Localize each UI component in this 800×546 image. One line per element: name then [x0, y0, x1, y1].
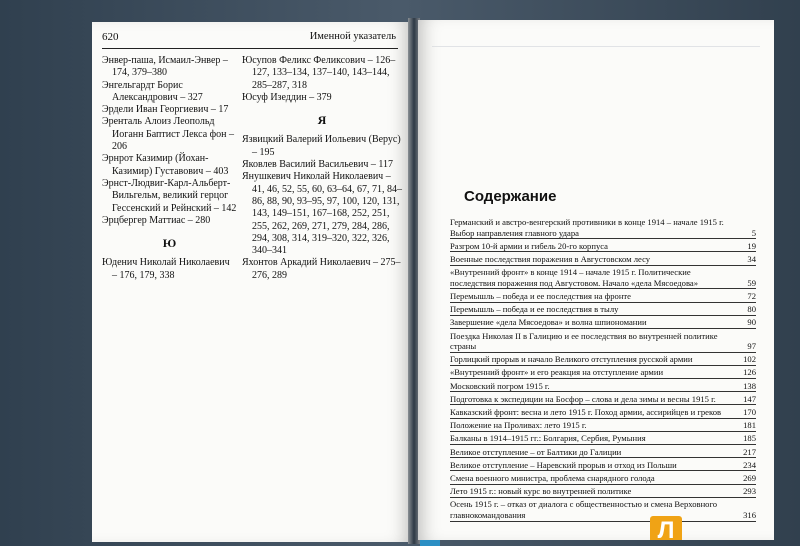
toc-item-title: Осень 1915 г. – отказ от диалога с общественностью и смена Верховного главнокомандования: [450, 499, 718, 520]
index-entry: Юденич Николай Николаевич – 176, 179, 338: [102, 257, 230, 281]
toc-item-title: Перемышль – победа и ее последствия на фронте: [450, 290, 631, 301]
toc-item-page: 293: [743, 486, 756, 497]
index-entry: Юсупов Феликс Феликсович – 126–127, 133–134, 137–140, 143–144, 285–287, 318: [242, 55, 396, 91]
toc-item-title: Кавказский фронт: весна и лето 1915 г. Поход армии, ассирийцев и греков: [450, 407, 722, 418]
toc-item: [450, 254, 756, 266]
right-page: [418, 20, 774, 540]
show-through-header: [432, 30, 760, 47]
index-letter-ya: Я: [317, 113, 327, 128]
toc-item-title: Германский и австро-венгерский противники в конце 1914 – начале 1915 г. Выбор направления главного удара: [450, 217, 724, 238]
page-number: 620: [102, 31, 119, 43]
toc-item-page: 90: [747, 317, 756, 328]
toc-item-title: Перемышль – победа и ее последствия в тылу: [450, 304, 619, 315]
toc-item-page: 316: [743, 509, 756, 520]
toc-item-title: Разгром 10-й армии и гибель 20-го корпуса: [450, 240, 608, 251]
toc-item-title: Подготовка к экспедиции на Босфор – слова и дела зимы и весны 1915 г.: [450, 393, 716, 404]
toc-item: [450, 217, 756, 239]
toc-item-title: Лето 1915 г.: новый курс во внутренней политике: [450, 486, 632, 497]
toc-item: [450, 486, 756, 498]
toc-item-title: Балканы в 1914–1915 гг.: Болгария, Сербия, Румыния: [450, 433, 646, 444]
toc-item-title: Поездка Николая II в Галицию и ее последствия во внутренней политике страны: [450, 330, 718, 352]
index-entry: Эрдели Иван Георгиевич – 17: [102, 104, 229, 116]
toc-item-title: Великое отступление – Наревский прорыв и отход из Польши: [450, 459, 677, 470]
logo-letter: Л: [657, 517, 675, 540]
toc-item-page: 138: [743, 380, 756, 391]
toc-item: [450, 331, 756, 353]
index-entry: Яхонтов Аркадий Николаевич – 275–276, 289: [242, 257, 401, 281]
toc-item-title: Горлицкий прорыв и начало Великого отступления русской армии: [450, 354, 693, 365]
toc-item: [450, 499, 756, 521]
toc-item-page: 234: [743, 459, 756, 470]
toc-item-page: 126: [743, 367, 756, 378]
table-of-contents: [450, 217, 756, 523]
toc-item: [450, 354, 756, 366]
toc-item: [450, 267, 756, 289]
toc-item-title: Смена военного министра, проблема снарядного голода: [450, 472, 655, 483]
toc-item-page: 269: [743, 472, 756, 483]
toc-item-page: 185: [743, 433, 756, 444]
index-entry: Эрнст-Людвиг-Карл-Альберт-Вильгельм, великий герцог Гессенский и Рейнский – 142: [102, 177, 237, 214]
toc-item-title: «Внутренний фронт» и его реакция на отступление армии: [450, 367, 664, 378]
left-page: [92, 22, 410, 542]
toc-title: Содержание: [464, 188, 557, 205]
toc-item-title: Завершение «дела Мясоедова» и волна шпиономании: [450, 317, 647, 328]
toc-item-page: 102: [743, 354, 756, 365]
toc-item: [450, 394, 756, 406]
index-column-right: [242, 55, 402, 282]
header-rule: [102, 48, 398, 49]
toc-item-title: Московский погром 1915 г.: [450, 380, 550, 391]
index-entry: Энвер-паша, Исмаил-Энвер – 174, 379–380: [102, 55, 228, 79]
index-entry: Янушкевич Николай Николаевич – 41, 46, 52, 55, 60, 63–64, 67, 71, 84–86, 88, 90, 93–95, 97, 100, 120, 131, 143, 149–151, 167–168, 252, 251, 255, 262, 269, 271, 279, 284, 286, 294, 308, 314, 319–320, 322, 326, 340–341: [242, 171, 402, 257]
running-head: Именной указатель: [309, 31, 396, 42]
bookmark-ribbon: [420, 540, 440, 546]
toc-item: [450, 460, 756, 472]
toc-item-title: Положение на Проливах: лето 1915 г.: [450, 420, 587, 431]
toc-item-page: 80: [747, 304, 756, 315]
toc-item-page: 59: [747, 277, 756, 288]
toc-item-page: 5: [751, 227, 756, 238]
toc-item-page: 34: [747, 253, 756, 264]
toc-item-page: 181: [743, 420, 756, 431]
index-column-left: [102, 55, 237, 282]
index-entry: Язвицкий Валерий Иольевич (Верус) – 195: [242, 134, 401, 158]
toc-item-page: 19: [747, 240, 756, 251]
toc-item-title: «Внутренний фронт» в конце 1914 – начале 1915 г. Политические последствия поражения под Августовом. Начало «дела Мясоедова»: [450, 267, 699, 288]
publisher-logo-icon: [650, 516, 682, 540]
toc-item: [450, 317, 756, 329]
index-letter-yu: Ю: [162, 236, 177, 251]
toc-item-title: Военные последствия поражения в Августовском лесу: [450, 253, 651, 264]
toc-item-page: 147: [743, 393, 756, 404]
toc-item-page: 217: [743, 446, 756, 457]
toc-item-page: 170: [743, 407, 756, 418]
toc-item: [450, 447, 756, 459]
toc-item: [450, 304, 756, 316]
index-entry: Юсуф Изеддин – 379: [242, 91, 332, 103]
toc-item: [450, 407, 756, 419]
toc-item: [450, 241, 756, 253]
toc-item: [450, 473, 756, 485]
toc-item: [450, 433, 756, 445]
index-entry: Энгельгардт Борис Александрович – 327: [102, 79, 203, 103]
toc-item: [450, 381, 756, 393]
toc-item: [450, 420, 756, 432]
index-entry: Эренталь Алоиз Леопольд Иоганн Баптист Лекса фон – 206: [102, 116, 234, 153]
index-entry: Эрцбергер Маттиас – 280: [102, 214, 211, 226]
toc-item-title: Великое отступление – от Балтики до Галиции: [450, 446, 622, 457]
toc-item: [450, 291, 756, 303]
index-entry: Яковлев Василий Васильевич – 117: [242, 159, 393, 171]
index-entry: Эрнрот Казимир (Йохан-Казимир) Густавович – 403: [102, 153, 229, 177]
toc-item: [450, 367, 756, 379]
toc-item-page: 97: [747, 341, 756, 352]
toc-item-page: 72: [747, 290, 756, 301]
